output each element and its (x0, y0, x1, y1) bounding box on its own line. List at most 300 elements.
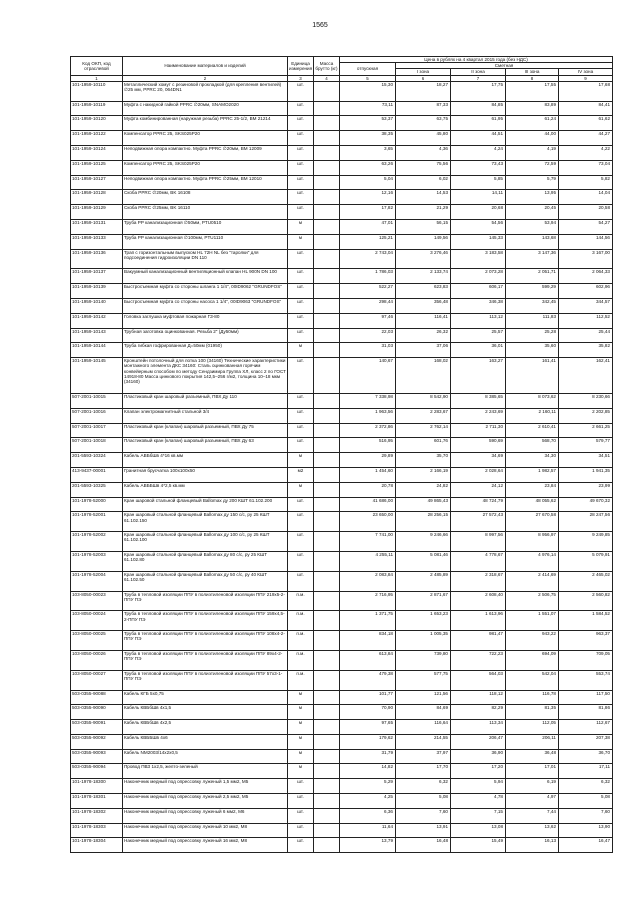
cell-price: 14,11 (451, 190, 506, 205)
cell-code: 101-1959-10124 (71, 146, 123, 161)
cell-code: 201-5593-10325 (71, 482, 123, 497)
cell-name: Кран шаровый стальной фланцевый Ballomax ду 100 c/c, ру 25 КШТ 61.102.100 (123, 532, 288, 552)
table-row (71, 175, 613, 190)
cell-price: 4,97 (506, 794, 559, 809)
cell-price: 14,53 (396, 190, 451, 205)
cell-unit: шт. (288, 358, 314, 394)
cell-price: 623,83 (396, 284, 451, 299)
cell-price: 8 542,90 (396, 393, 451, 408)
cell-price: 116,78 (506, 690, 559, 705)
cell-price: 44,00 (506, 131, 559, 146)
cell-price: 1 982,57 (506, 467, 559, 482)
cell-unit: шт. (288, 313, 314, 328)
cell-code: 103-8050-00027 (71, 670, 123, 690)
cell-price: 6,19 (506, 779, 559, 794)
cell-price: 112,52 (559, 313, 613, 328)
cell-mass (314, 219, 340, 234)
cell-price: 23,84 (506, 482, 559, 497)
cell-unit: шт. (288, 160, 314, 175)
cell-price: 2 372,86 (340, 423, 396, 438)
cell-price: 4 778,67 (451, 551, 506, 571)
header-zone-4: IV зона (559, 69, 613, 75)
cell-mass (314, 749, 340, 764)
cell-code: 413-9437-00001 (71, 467, 123, 482)
cell-price: 54,56 (451, 219, 506, 234)
header-name: Наименование материалов и изделий (123, 57, 288, 76)
cell-unit: шт. (288, 205, 314, 220)
cell-mass (314, 438, 340, 453)
cell-price: 709,05 (559, 650, 613, 670)
cell-price: 83,89 (506, 101, 559, 116)
table-row (71, 482, 613, 497)
cell-price: 61,62 (559, 116, 613, 131)
cell-price: 4 976,14 (506, 551, 559, 571)
table-row (71, 690, 613, 705)
cell-price: 1 454,60 (340, 467, 396, 482)
cell-price: 479,38 (340, 670, 396, 690)
cell-unit: м (288, 690, 314, 705)
cell-price: 542,04 (506, 670, 559, 690)
cell-price: 36,70 (559, 749, 613, 764)
cell-price: 579,77 (559, 438, 613, 453)
cell-name: Труба PP канализационная ∅50мм, PTU0510 (123, 219, 288, 234)
cell-price: 943,22 (506, 631, 559, 651)
cell-name: Кабель КГБ 5х0,75 (123, 690, 288, 705)
cell-code: 103-8050-00026 (71, 650, 123, 670)
cell-mass (314, 571, 340, 591)
cell-price: 2 485,89 (396, 571, 451, 591)
cell-price: 694,09 (506, 650, 559, 670)
cell-price: 54,27 (559, 219, 613, 234)
cell-mass (314, 146, 340, 161)
cell-price: 20,45 (506, 205, 559, 220)
cell-price: 7,60 (396, 808, 451, 823)
cell-price: 20,78 (340, 482, 396, 497)
cell-price: 207,38 (559, 734, 613, 749)
table-row (71, 284, 613, 299)
cell-mass (314, 720, 340, 735)
cell-code: 503-0355-90088 (71, 690, 123, 705)
cell-unit: м (288, 453, 314, 468)
cell-price: 981,47 (451, 631, 506, 651)
cell-price: 2 762,14 (396, 423, 451, 438)
cell-price: 2 133,74 (396, 269, 451, 284)
cell-price: 2 202,85 (559, 408, 613, 423)
cell-price: 6,36 (340, 808, 396, 823)
cell-price: 81,86 (559, 705, 613, 720)
cell-name: Неподвижная опора компактно. Муфта PPRC ∅25мм, BM 12010 (123, 175, 288, 190)
cell-unit: шт. (288, 81, 314, 101)
cell-price: 5,82 (559, 175, 613, 190)
cell-unit: шт. (288, 571, 314, 591)
col-index: 4 (314, 75, 340, 81)
col-index: 5 (340, 75, 396, 81)
cell-price: 2 716,95 (340, 591, 396, 611)
cell-price: 144,56 (559, 234, 613, 249)
cell-code: 101-1959-10133 (71, 234, 123, 249)
col-index: 3 (288, 75, 314, 81)
table-row (71, 160, 613, 175)
cell-price: 31,79 (340, 749, 396, 764)
cell-price: 11,64 (340, 823, 396, 838)
cell-price: 17,70 (396, 764, 451, 779)
cell-price: 599,29 (506, 284, 559, 299)
header-zone-3: III зона (506, 69, 559, 75)
cell-name: Кабель АВБбШв 4*16 кв.мм (123, 453, 288, 468)
cell-mass (314, 116, 340, 131)
cell-unit: м (288, 234, 314, 249)
cell-name: Муфта с накидной гайкой PPRC ∅20мм, SNAMO2020 (123, 101, 288, 116)
table-header (71, 57, 613, 82)
cell-price: 168,02 (396, 358, 451, 394)
cell-price: 516,95 (340, 438, 396, 453)
cell-price: 5,29 (340, 779, 396, 794)
cell-price: 118,12 (451, 690, 506, 705)
cell-unit: п.м. (288, 611, 314, 631)
cell-price: 84,41 (559, 101, 613, 116)
cell-mass (314, 269, 340, 284)
table-row (71, 749, 613, 764)
cell-price: 522,27 (340, 284, 396, 299)
cell-price: 49 670,32 (559, 497, 613, 512)
cell-code: 101-1978-18304 (71, 838, 123, 853)
cell-price: 13,79 (340, 838, 396, 853)
cell-price: 5,85 (451, 175, 506, 190)
table-row (71, 734, 613, 749)
cell-price: 15,30 (340, 81, 396, 101)
cell-mass (314, 734, 340, 749)
cell-price: 162,41 (559, 358, 613, 394)
cell-price: 63,26 (340, 160, 396, 175)
cell-unit: шт. (288, 101, 314, 116)
cell-unit: шт. (288, 116, 314, 131)
cell-mass (314, 838, 340, 853)
header-estimate: Сметная (396, 63, 613, 69)
cell-price: 44,51 (451, 131, 506, 146)
cell-price: 2 318,67 (451, 571, 506, 591)
cell-price: 342,45 (506, 298, 559, 313)
cell-price: 161,41 (506, 358, 559, 394)
cell-price: 6,32 (396, 779, 451, 794)
cell-code: 103-8050-00025 (71, 631, 123, 651)
cell-price: 17,01 (506, 764, 559, 779)
cell-price: 8 997,56 (451, 532, 506, 552)
cell-price: 3,65 (340, 146, 396, 161)
cell-name: Кабель NM2003/14х2х0,5 (123, 749, 288, 764)
table-row (71, 720, 613, 735)
cell-price: 73,11 (340, 101, 396, 116)
cell-mass (314, 175, 340, 190)
cell-unit: м2 (288, 467, 314, 482)
cell-price: 87,33 (396, 101, 451, 116)
cell-mass (314, 611, 340, 631)
cell-name: Быстросъемная муфта со стороны насоса 1 1/4", 00ID9063 "GRUNDFOS" (123, 298, 288, 313)
cell-mass (314, 131, 340, 146)
cell-code: 101-1959-10144 (71, 343, 123, 358)
cell-price: 13,62 (506, 823, 559, 838)
cell-price: 34,69 (451, 453, 506, 468)
cell-code: 101-1978-18301 (71, 794, 123, 809)
cell-price: 214,55 (396, 734, 451, 749)
cell-price: 2 560,82 (559, 591, 613, 611)
table-row (71, 116, 613, 131)
table-row (71, 190, 613, 205)
cell-price: 25,57 (451, 328, 506, 343)
cell-price: 36,01 (451, 343, 506, 358)
cell-price: 834,18 (340, 631, 396, 651)
cell-unit: м (288, 482, 314, 497)
table-row (71, 298, 613, 313)
cell-unit: шт. (288, 284, 314, 299)
table-row (71, 532, 613, 552)
cell-price: 20,58 (559, 205, 613, 220)
cell-name: Пластиковый кран шаровый разъемный, ПВХ Ду 110 (123, 393, 288, 408)
cell-code: 101-1959-10129 (71, 205, 123, 220)
cell-price: 298,44 (340, 298, 396, 313)
table-row (71, 438, 613, 453)
cell-code: 101-1978-52001 (71, 512, 123, 532)
cell-price: 48 055,62 (506, 497, 559, 512)
cell-price: 1 613,96 (451, 611, 506, 631)
cell-price: 15,49 (451, 838, 506, 853)
cell-price: 2 465,02 (559, 571, 613, 591)
cell-price: 35,60 (506, 343, 559, 358)
cell-price: 5 081,46 (396, 551, 451, 571)
cell-price: 143,68 (506, 234, 559, 249)
cell-price: 7,44 (506, 808, 559, 823)
col-index: 9 (559, 75, 613, 81)
cell-price: 7,60 (559, 808, 613, 823)
cell-code: 101-1959-10125 (71, 160, 123, 175)
cell-price: 8 385,65 (451, 393, 506, 408)
cell-name: Труба PP канализационная ∅100мм, PTU1110 (123, 234, 288, 249)
cell-code: 507-2001-10017 (71, 423, 123, 438)
cell-price: 344,57 (559, 298, 613, 313)
cell-price: 601,76 (396, 438, 451, 453)
cell-price: 2 028,64 (451, 467, 506, 482)
cell-code: 101-1959-10127 (71, 175, 123, 190)
table-row (71, 670, 613, 690)
cell-price: 6,02 (396, 175, 451, 190)
cell-price: 121,56 (396, 690, 451, 705)
cell-mass (314, 328, 340, 343)
cell-unit: шт. (288, 269, 314, 284)
cell-price: 97,46 (340, 313, 396, 328)
cell-price: 206,11 (506, 734, 559, 749)
cell-price: 9 249,85 (559, 532, 613, 552)
cell-unit: шт. (288, 175, 314, 190)
cell-mass (314, 160, 340, 175)
cell-unit: шт. (288, 328, 314, 343)
cell-price: 72,59 (506, 160, 559, 175)
cell-mass (314, 808, 340, 823)
cell-price: 564,03 (451, 670, 506, 690)
cell-price: 116,41 (396, 313, 451, 328)
cell-mass (314, 497, 340, 512)
cell-price: 29,89 (340, 453, 396, 468)
cell-price: 45,80 (396, 131, 451, 146)
table-row (71, 328, 613, 343)
cell-name: Кран шаровый стальной фланцевый Ballomax ду 80 c/c, ру 25 КШТ 61.102.80 (123, 551, 288, 571)
cell-unit: м (288, 734, 314, 749)
cell-price: 590,69 (451, 438, 506, 453)
cell-price: 2 610,41 (506, 423, 559, 438)
cell-unit: шт. (288, 551, 314, 571)
cell-code: 101-1959-10128 (71, 190, 123, 205)
cell-price: 113,34 (451, 720, 506, 735)
cell-code: 101-1978-52002 (71, 532, 123, 552)
cell-price: 125,21 (340, 234, 396, 249)
cell-price: 34,51 (559, 453, 613, 468)
cell-mass (314, 393, 340, 408)
table-row (71, 249, 613, 269)
cell-unit: шт. (288, 190, 314, 205)
cell-name: Пластиковый кран (клапан) шаровый разъемный, ПВХ Ду 63 (123, 438, 288, 453)
table-row (71, 764, 613, 779)
cell-price: 8 073,62 (506, 393, 559, 408)
table-row (71, 423, 613, 438)
cell-unit: шт. (288, 393, 314, 408)
cell-name: Провод ПВЗ 1х2,5, желто-зеленый (123, 764, 288, 779)
cell-name: Вакуумный канализационный вентиляционный клапан HL 900N DN 100 (123, 269, 288, 284)
cell-unit: м (288, 764, 314, 779)
cell-name: Кабель КВБбШв 4х2,5 (123, 720, 288, 735)
cell-mass (314, 532, 340, 552)
cell-price: 25,28 (506, 328, 559, 343)
cell-price: 2 160,11 (506, 408, 559, 423)
table-row (71, 467, 613, 482)
table-row (71, 512, 613, 532)
cell-code: 101-1978-52003 (71, 551, 123, 571)
header-release: отпускная (340, 63, 396, 75)
cell-price: 602,96 (559, 284, 613, 299)
cell-mass (314, 101, 340, 116)
cell-price: 3 147,36 (506, 249, 559, 269)
cell-name: Гранитная брусчатка 100х100х50 (123, 467, 288, 482)
cell-price: 4,36 (396, 146, 451, 161)
cell-price: 26,32 (396, 328, 451, 343)
cell-price: 3 276,46 (396, 249, 451, 269)
cell-name: Труба в тепловой изоляции ППУ в полиэтиленовой изоляции ППУ 57х3-1-ППУ ПЭ (123, 670, 288, 690)
cell-unit: шт. (288, 779, 314, 794)
table-row (71, 101, 613, 116)
cell-price: 206,47 (451, 734, 506, 749)
cell-price: 8 230,66 (559, 393, 613, 408)
cell-price: 17,75 (451, 81, 506, 101)
cell-price: 8 956,97 (506, 532, 559, 552)
cell-mass (314, 794, 340, 809)
cell-price: 3 183,58 (451, 249, 506, 269)
cell-mass (314, 591, 340, 611)
cell-unit: м (288, 219, 314, 234)
cell-price: 27 670,58 (506, 512, 559, 532)
cell-price: 6,32 (559, 779, 613, 794)
cell-price: 2 506,75 (506, 591, 559, 611)
col-index: 6 (396, 75, 451, 81)
cell-unit: шт. (288, 532, 314, 552)
cell-price: 84,85 (451, 101, 506, 116)
cell-name: Трубная заготовка оцинкованная. Резьба 2" (Ду50мм) (123, 328, 288, 343)
table-row (71, 808, 613, 823)
cell-price: 5,04 (340, 175, 396, 190)
cell-price: 53,94 (506, 219, 559, 234)
cell-code: 507-2001-10015 (71, 393, 123, 408)
cell-price: 28 247,56 (559, 512, 613, 532)
cell-price: 1 653,23 (396, 611, 451, 631)
table-row (71, 611, 613, 631)
cell-price: 2 743,04 (340, 249, 396, 269)
cell-price: 2 166,19 (396, 467, 451, 482)
cell-name: Кабель КВББШв 4х6 (123, 734, 288, 749)
table-row (71, 779, 613, 794)
col-index: 1 (71, 75, 123, 81)
cell-name: Труба в тепловой изоляции ППУ в полиэтиленовой изоляции ППУ 108х4-2-ППУ ПЭ (123, 631, 288, 651)
cell-mass (314, 467, 340, 482)
cell-mass (314, 234, 340, 249)
cell-price: 3 167,00 (559, 249, 613, 269)
cell-price: 2 661,25 (559, 423, 613, 438)
cell-unit: шт. (288, 497, 314, 512)
table-row (71, 131, 613, 146)
cell-price: 34,30 (506, 453, 559, 468)
cell-price: 2 051,71 (506, 269, 559, 284)
cell-price: 5 079,91 (559, 551, 613, 571)
cell-mass (314, 779, 340, 794)
cell-price: 4,25 (340, 794, 396, 809)
cell-price: 53,37 (340, 116, 396, 131)
table-row (71, 823, 613, 838)
cell-name: Наконечник медный под опрессовку луженый 6 мм2, М6 (123, 808, 288, 823)
cell-name: Скоба PPRC ∅20мм, BK 16108 (123, 190, 288, 205)
cell-price: 25,44 (559, 328, 613, 343)
cell-price: 7 338,98 (340, 393, 396, 408)
cell-price: 16,13 (506, 838, 559, 853)
cell-price: 81,35 (506, 705, 559, 720)
cell-price: 356,48 (396, 298, 451, 313)
table-row (71, 794, 613, 809)
cell-name: Головка заглушка муфтовая пожарная ГЗ-80 (123, 313, 288, 328)
cell-mass (314, 408, 340, 423)
cell-price: 4,19 (506, 146, 559, 161)
cell-name: Клапан электромагнитный стальной 3/4 (123, 408, 288, 423)
cell-name: Трап с горизонтальным выпуском HL 72H NL без "таролки" для подсоединения гидроизоляции DN 110 (123, 249, 288, 269)
cell-code: 503-0355-90091 (71, 720, 123, 735)
cell-name: Труба в тепловой изоляции ППУ в полиэтиленовой изоляции ППУ 219х5-2-ППУ ПЭ (123, 591, 288, 611)
cell-name: Наконечник медный под опрессовку луженый 2,5 мм2, М5 (123, 794, 288, 809)
table-row (71, 81, 613, 101)
cell-price: 16,48 (396, 838, 451, 853)
cell-price: 577,75 (396, 670, 451, 690)
cell-price: 23 650,00 (340, 512, 396, 532)
cell-price: 5,08 (396, 794, 451, 809)
price-table (70, 56, 613, 853)
cell-unit: п.м. (288, 591, 314, 611)
cell-price: 12,16 (340, 190, 396, 205)
cell-price: 37,06 (396, 343, 451, 358)
cell-price: 35,70 (396, 453, 451, 468)
cell-unit: п.м. (288, 650, 314, 670)
cell-name: Труба в тепловой изоляции ППУ в полиэтиленовой изоляции ППУ 159х4,5-2-ППУ ПЭ (123, 611, 288, 631)
cell-price: 13,08 (451, 823, 506, 838)
cell-price: 75,56 (396, 160, 451, 175)
cell-mass (314, 284, 340, 299)
cell-mass (314, 482, 340, 497)
cell-price: 7 741,00 (340, 532, 396, 552)
cell-price: 613,84 (340, 650, 396, 670)
cell-code: 101-1959-10140 (71, 298, 123, 313)
cell-price: 61,24 (506, 116, 559, 131)
cell-mass (314, 705, 340, 720)
